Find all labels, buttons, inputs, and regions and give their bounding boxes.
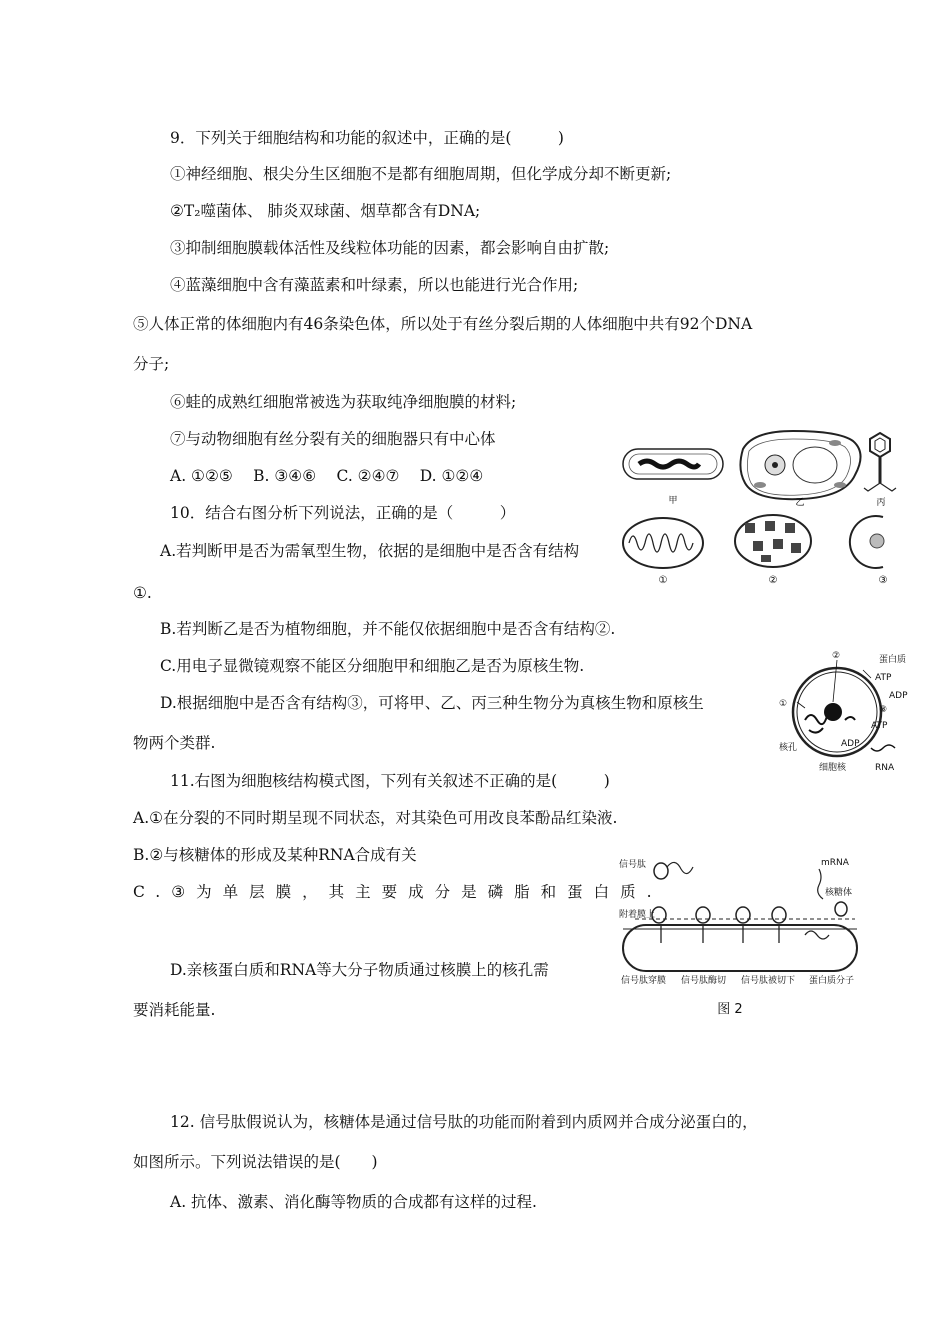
organelle-nucleus <box>850 516 884 568</box>
q10-stem: 10．结合右图分析下列说法，正确的是（ ） <box>170 504 516 522</box>
label-circle-2: ② <box>832 651 841 661</box>
label-3: ③ <box>878 575 888 586</box>
cell-structures-figure <box>615 425 900 595</box>
q12-option-a: A. 抗体、激素、消化酶等物质的合成都有这样的过程. <box>170 1193 537 1211</box>
q9-statement-4: ④蓝藻细胞中含有藻蓝素和叶绿素，所以也能进行光合作用; <box>170 276 579 294</box>
signal-peptide-figure <box>615 855 865 985</box>
q9-statement-3: ③抑制细胞膜载体活性及线粒体功能的因素，都会影响自由扩散; <box>170 239 610 257</box>
label-jia: 甲 <box>668 496 678 506</box>
label-rna: RNA <box>875 763 895 773</box>
q12-stem-2: 如图所示。下列说法错误的是( ) <box>133 1153 378 1171</box>
label-adp-2: ADP <box>841 739 860 749</box>
q9-statement-7: ⑦与动物细胞有丝分裂有关的细胞器只有中心体 <box>170 430 496 448</box>
q11-stem: 11.右图为细胞核结构模式图，下列有关叙述不正确的是( ) <box>170 772 610 790</box>
q9-statement-5b: 分子; <box>133 355 170 373</box>
label-protein-molecule: 蛋白质分子 <box>809 976 855 985</box>
q9-statement-5a: ⑤人体正常的体细胞内有46条染色体，所以处于有丝分裂后期的人体细胞中共有92个DNA <box>133 315 753 333</box>
label-circle-3: ③ <box>879 705 888 715</box>
cell-jia <box>623 449 723 479</box>
label-mrna: mRNA <box>821 858 849 868</box>
label-signal-cut-off: 信号肽被切下 <box>741 976 796 985</box>
q11-option-d1: D.亲核蛋白质和RNA等大分子物质通过核膜上的核孔需 <box>170 961 549 979</box>
label-yi: 乙 <box>795 498 805 508</box>
q9-stem: 9．下列关于细胞结构和功能的叙述中，正确的是( ) <box>170 129 564 147</box>
q11-option-d2: 要消耗能量. <box>133 1001 216 1019</box>
label-signal-cleavage: 信号肽酶切 <box>681 976 727 985</box>
label-circle-1: ① <box>779 699 788 709</box>
organelle-mitochondrion <box>623 518 703 568</box>
label-1: ① <box>658 575 668 586</box>
label-bing: 丙 <box>876 498 886 508</box>
q10-option-d1: D.根据细胞中是否含有结构③，可将甲、乙、丙三种生物分为真核生物和原核生 <box>160 694 704 712</box>
q11-option-b: B.②与核糖体的形成及某种RNA合成有关 <box>133 846 417 864</box>
label-ribosome: 核糖体 <box>825 888 853 898</box>
q9-statement-6: ⑥蛙的成熟红细胞常被选为获取纯净细胞膜的材料; <box>170 393 517 411</box>
q12-stem-1: 12. 信号肽假说认为，核糖体是通过信号肽的功能而附着到内质网并合成分泌蛋白的， <box>170 1113 758 1131</box>
label-signal-crossing: 信号肽穿膜 <box>621 976 667 985</box>
q10-option-c: C.用电子显微镜观察不能区分细胞甲和细胞乙是否为原核生物. <box>160 657 585 675</box>
cell-yi <box>740 431 860 499</box>
q10-option-d2: 物两个类群. <box>133 734 216 752</box>
q10-option-a2: ①. <box>133 584 152 602</box>
label-protein: 蛋白质 <box>879 655 907 665</box>
q11-option-a: A.①在分裂的不同时期呈现不同状态，对其染色可用改良苯酚品红染液. <box>133 809 618 827</box>
label-atp-1: ATP <box>875 673 892 683</box>
q10-option-a1: A.若判断甲是否为需氧型生物，依据的是细胞中是否含有结构 <box>160 542 580 560</box>
q11-option-c: C.③为单层膜，其主要成分是磷脂和蛋白质. <box>133 883 663 901</box>
label-attached-membrane: 附着膜上 <box>619 910 656 920</box>
label-adp-1: ADP <box>889 691 908 701</box>
figure-2-caption: 图 2 <box>717 1002 743 1017</box>
label-signal-peptide: 信号肽 <box>619 860 647 870</box>
label-nucleus: 细胞核 <box>819 763 847 773</box>
q10-option-b: B.若判断乙是否为植物细胞，并不能仅依据细胞中是否含有结构②. <box>160 620 616 638</box>
q9-statement-1: ①神经细胞、根尖分生区细胞不是都有细胞周期，但化学成分却不断更新; <box>170 165 672 183</box>
label-nuclear-pore: 核孔 <box>779 743 798 753</box>
nucleus-structure-figure <box>775 650 915 775</box>
label-2: ② <box>768 575 778 586</box>
organelle-chloroplast <box>735 515 811 567</box>
label-atp-2: ATP <box>871 721 888 731</box>
q9-statement-2: ②T₂噬菌体、 肺炎双球菌、烟草都含有DNA; <box>170 202 481 220</box>
virus-bing <box>864 433 896 491</box>
q9-options: A. ①②⑤ B. ③④⑥ C. ②④⑦ D. ①②④ <box>170 467 484 485</box>
